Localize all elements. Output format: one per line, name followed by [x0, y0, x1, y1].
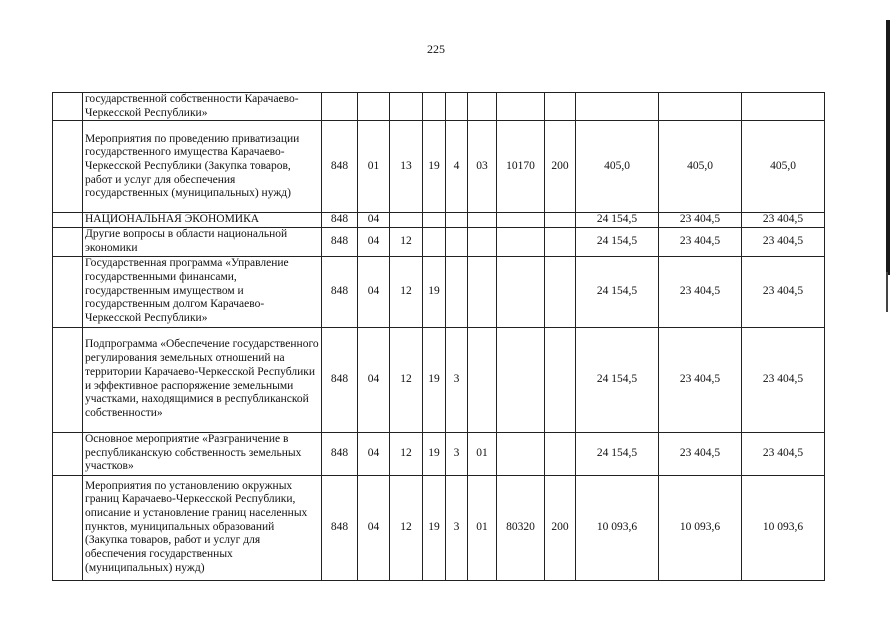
grbs-cell: 848 — [322, 475, 358, 580]
sum-2-cell: 23 404,5 — [659, 256, 742, 327]
cs-subprogram-cell: 4 — [446, 121, 468, 213]
rz-cell: 04 — [358, 432, 390, 475]
index-cell — [53, 432, 83, 475]
rz-cell: 04 — [358, 327, 390, 432]
cs-direction-cell — [497, 256, 545, 327]
row-name: Мероприятия по проведению приватизации государственного имущества Карачаево-Черкесской Республики (Закупка товаров, работ и услуг для обеспечения государственных (муниципальных) нужд) — [83, 121, 322, 213]
cs-event-cell — [468, 327, 497, 432]
cs-direction-cell — [497, 327, 545, 432]
vr-cell — [545, 213, 576, 228]
cs-program-cell — [423, 228, 446, 256]
page-edge-shadow-lower — [886, 272, 888, 312]
index-cell — [53, 213, 83, 228]
cs-subprogram-cell — [446, 213, 468, 228]
budget-table — [52, 92, 825, 581]
grbs-cell: 848 — [322, 256, 358, 327]
cs-direction-cell — [497, 213, 545, 228]
row-name: Основное мероприятие «Разграничение в республиканскую собственность земельных участков» — [83, 432, 322, 475]
row-name: Другие вопросы в области национальной экономики — [83, 228, 322, 256]
sum-2-cell: 405,0 — [659, 121, 742, 213]
pr-cell: 13 — [390, 121, 423, 213]
page-edge-shadow — [886, 20, 890, 275]
rz-cell: 04 — [358, 256, 390, 327]
vr-cell: 200 — [545, 475, 576, 580]
grbs-cell: 848 — [322, 228, 358, 256]
cs-subprogram-cell — [446, 256, 468, 327]
table-row — [53, 93, 825, 121]
cs-subprogram-cell — [446, 228, 468, 256]
index-cell — [53, 327, 83, 432]
sum-3-cell — [742, 93, 825, 121]
table-row — [53, 475, 825, 580]
row-name: государственной собственности Карачаево-Черкесской Республики» — [83, 93, 322, 121]
cs-subprogram-cell: 3 — [446, 327, 468, 432]
sum-2-cell: 10 093,6 — [659, 475, 742, 580]
grbs-cell — [322, 93, 358, 121]
sum-3-cell: 405,0 — [742, 121, 825, 213]
pr-cell: 12 — [390, 475, 423, 580]
cs-direction-cell: 80320 — [497, 475, 545, 580]
cs-program-cell — [423, 93, 446, 121]
table-row — [53, 432, 825, 475]
table-row — [53, 213, 825, 228]
pr-cell — [390, 93, 423, 121]
vr-cell — [545, 256, 576, 327]
index-cell — [53, 228, 83, 256]
cs-direction-cell: 10170 — [497, 121, 545, 213]
sum-1-cell — [576, 93, 659, 121]
sum-3-cell: 23 404,5 — [742, 432, 825, 475]
table-row — [53, 256, 825, 327]
sum-2-cell: 23 404,5 — [659, 432, 742, 475]
sum-2-cell: 23 404,5 — [659, 228, 742, 256]
sum-3-cell: 23 404,5 — [742, 228, 825, 256]
cs-event-cell — [468, 213, 497, 228]
cs-event-cell — [468, 93, 497, 121]
rz-cell: 04 — [358, 475, 390, 580]
sum-3-cell: 23 404,5 — [742, 256, 825, 327]
pr-cell: 12 — [390, 432, 423, 475]
table-row — [53, 121, 825, 213]
sum-2-cell — [659, 93, 742, 121]
row-name: Подпрограмма «Обеспечение государственного регулирования земельных отношений на территории Карачаево-Черкесской Республики и эффективное распоряжение земельными участками, находящимися в республиканской собственности» — [83, 327, 322, 432]
cs-direction-cell — [497, 93, 545, 121]
pr-cell — [390, 213, 423, 228]
cs-direction-cell — [497, 228, 545, 256]
cs-program-cell: 19 — [423, 475, 446, 580]
row-name: Государственная программа «Управление государственными финансами, государственным имуществом и государственным долгом Карачаево-Черкесской Республики» — [83, 256, 322, 327]
cs-program-cell: 19 — [423, 432, 446, 475]
pr-cell: 12 — [390, 228, 423, 256]
cs-direction-cell — [497, 432, 545, 475]
sum-1-cell: 405,0 — [576, 121, 659, 213]
grbs-cell: 848 — [322, 327, 358, 432]
sum-3-cell: 10 093,6 — [742, 475, 825, 580]
sum-1-cell: 10 093,6 — [576, 475, 659, 580]
cs-program-cell: 19 — [423, 121, 446, 213]
cs-event-cell: 03 — [468, 121, 497, 213]
grbs-cell: 848 — [322, 213, 358, 228]
cs-program-cell — [423, 213, 446, 228]
cs-subprogram-cell — [446, 93, 468, 121]
row-name: НАЦИОНАЛЬНАЯ ЭКОНОМИКА — [83, 213, 322, 228]
index-cell — [53, 475, 83, 580]
index-cell — [53, 93, 83, 121]
sum-3-cell: 23 404,5 — [742, 327, 825, 432]
page-number: 225 — [427, 42, 445, 56]
vr-cell — [545, 327, 576, 432]
index-cell — [53, 121, 83, 213]
sum-1-cell: 24 154,5 — [576, 256, 659, 327]
vr-cell — [545, 93, 576, 121]
vr-cell — [545, 228, 576, 256]
cs-event-cell: 01 — [468, 475, 497, 580]
sum-1-cell: 24 154,5 — [576, 327, 659, 432]
cs-subprogram-cell: 3 — [446, 475, 468, 580]
rz-cell: 01 — [358, 121, 390, 213]
cs-event-cell — [468, 256, 497, 327]
sum-1-cell: 24 154,5 — [576, 213, 659, 228]
pr-cell: 12 — [390, 327, 423, 432]
pr-cell: 12 — [390, 256, 423, 327]
rz-cell: 04 — [358, 228, 390, 256]
cs-program-cell: 19 — [423, 327, 446, 432]
table-row — [53, 228, 825, 256]
cs-event-cell — [468, 228, 497, 256]
cs-subprogram-cell: 3 — [446, 432, 468, 475]
sum-1-cell: 24 154,5 — [576, 432, 659, 475]
row-name: Мероприятия по установлению окружных границ Карачаево-Черкесской Республики, описание и установление границ населенных пунктов, муниципальных образований (Закупка товаров, работ и услуг для обеспечения государственных (муниципальных) нужд) — [83, 475, 322, 580]
sum-2-cell: 23 404,5 — [659, 213, 742, 228]
cs-event-cell: 01 — [468, 432, 497, 475]
vr-cell — [545, 432, 576, 475]
index-cell — [53, 256, 83, 327]
cs-program-cell: 19 — [423, 256, 446, 327]
grbs-cell: 848 — [322, 432, 358, 475]
vr-cell: 200 — [545, 121, 576, 213]
rz-cell: 04 — [358, 213, 390, 228]
grbs-cell: 848 — [322, 121, 358, 213]
sum-2-cell: 23 404,5 — [659, 327, 742, 432]
sum-1-cell: 24 154,5 — [576, 228, 659, 256]
table-row — [53, 327, 825, 432]
rz-cell — [358, 93, 390, 121]
sum-3-cell: 23 404,5 — [742, 213, 825, 228]
